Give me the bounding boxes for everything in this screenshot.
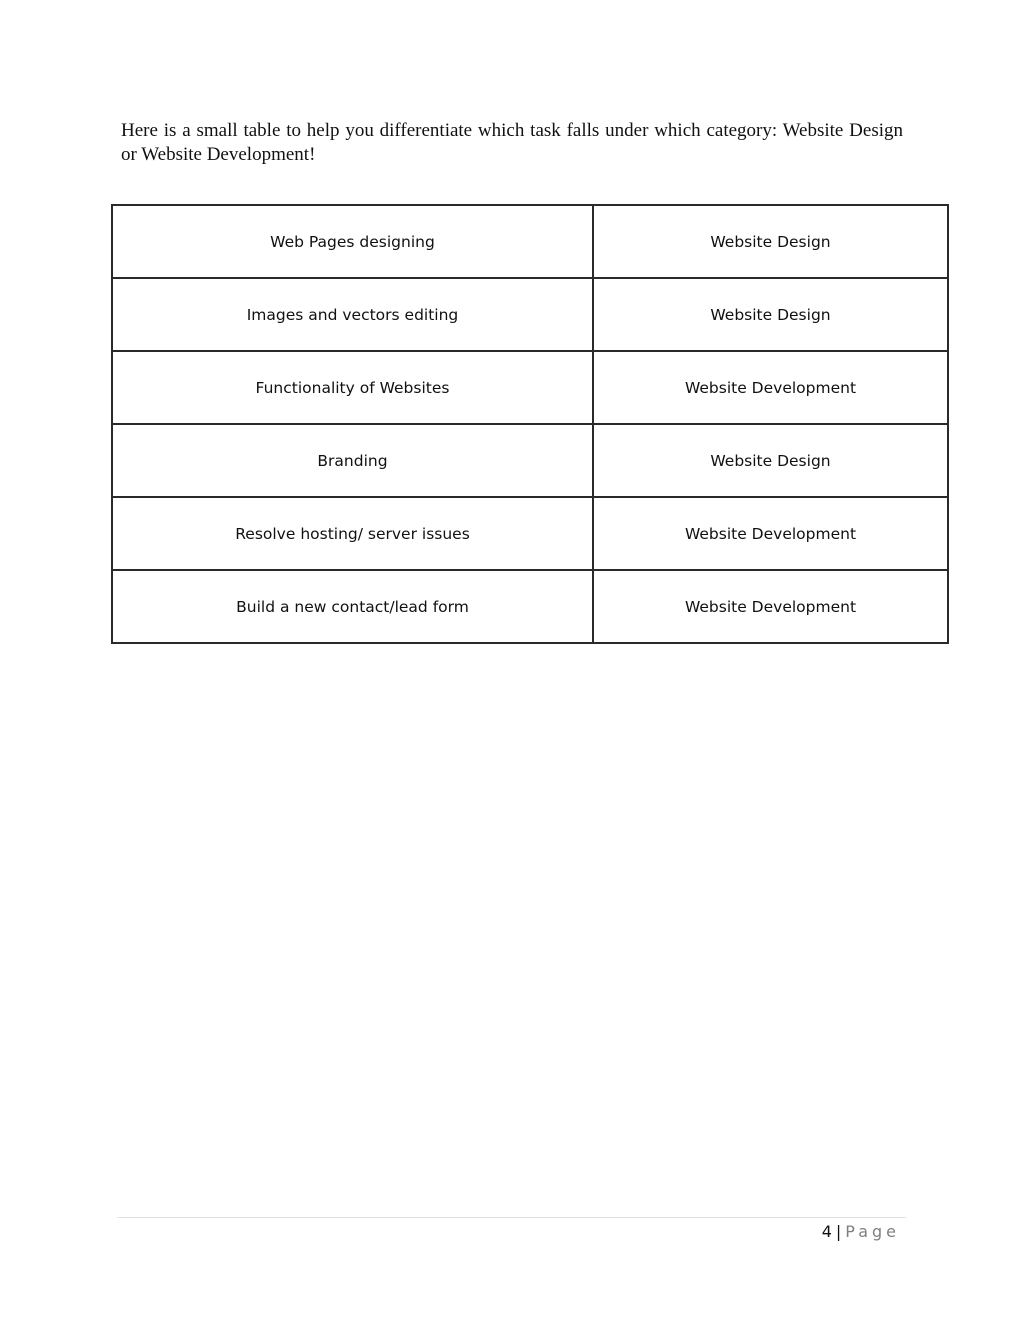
- category-cell: Website Design: [593, 205, 948, 278]
- category-cell: Website Design: [593, 424, 948, 497]
- table-row: [112, 351, 948, 424]
- table-row: [112, 278, 948, 351]
- page-number: 4: [821, 1222, 832, 1241]
- table-row: [112, 424, 948, 497]
- category-cell: Website Development: [593, 351, 948, 424]
- table-row: [112, 497, 948, 570]
- page-label: Page: [845, 1222, 900, 1241]
- table-row: [112, 570, 948, 643]
- task-cell: Build a new contact/lead form: [112, 570, 593, 643]
- footer-divider: [117, 1217, 906, 1218]
- category-cell: Website Design: [593, 278, 948, 351]
- task-cell: Resolve hosting/ server issues: [112, 497, 593, 570]
- intro-paragraph: Here is a small table to help you differentiate which task falls under which category: Website Design or Website Development!: [121, 120, 903, 165]
- category-cell: Website Development: [593, 570, 948, 643]
- table-row: [112, 205, 948, 278]
- page-footer: [822, 1221, 900, 1243]
- task-cell: Images and vectors editing: [112, 278, 593, 351]
- footer-separator: |: [835, 1222, 842, 1241]
- task-cell: Branding: [112, 424, 593, 497]
- task-cell: Functionality of Websites: [112, 351, 593, 424]
- category-cell: Website Development: [593, 497, 948, 570]
- task-category-table: [111, 204, 949, 644]
- task-cell: Web Pages designing: [112, 205, 593, 278]
